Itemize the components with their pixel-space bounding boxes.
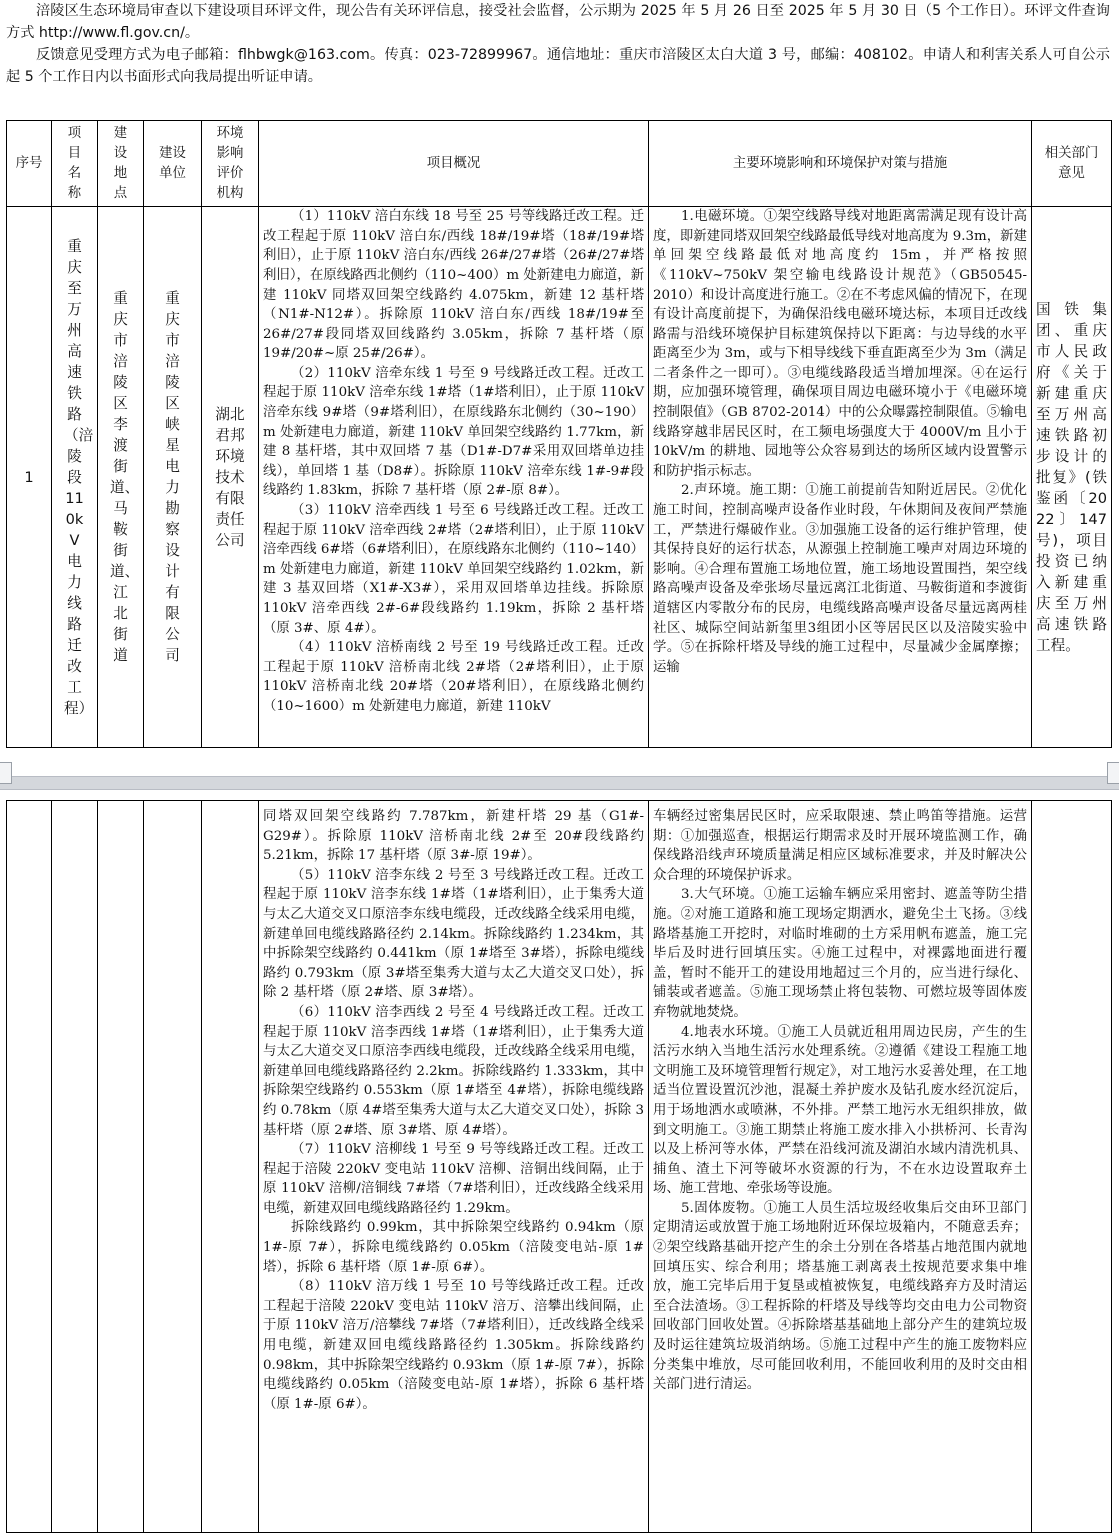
measure-electromagnetic: 1.电磁环境。①架空线路导线对地距离需满足现有设计高度，即新建同塔双回架空线路最低导线对地高度为 9.3m，新建单回架空线路最低对地高度约 15m，并严格按照《110kV~750kV 架空输电线路设计规范》（GB50545-2010）和设计高度进行施工。②在不考虑风偏的情况下，在现有设计高度前提下，为确保沿线电磁环境达标，本项目迁改线路需与沿线环境保护目标建筑保持以下距离：与边导线的水平距离至少为 3m，或与下相导线线下垂直距离至少为 3m（满足二者条件之一即可）。③电缆线路段适当增加埋深。④在运行期，应加强环境管理，确保项目周边电磁环境小于《电磁环境控制限值》（GB 8702-2014）中的公众曝露控制限值。⑤输电线路穿越非居民区时，在工频电场强度大于 4000V/m 且小于 10kV/m 的耕地、园地等公众容易到达的场所区域内设置警示和防护指示标志。 xyxy=(653,209,1027,479)
overview-page-1 xyxy=(259,207,648,716)
page-corner-mark-left xyxy=(0,762,12,784)
header-dept-opinion: 相关部门意见 xyxy=(1032,121,1112,207)
measure-air: 3.大气环境。①施工运输车辆应采用密封、遮盖等防尘措施。②对施工道路和施工现场定期洒水，避免尘土飞扬。③线路塔基施工开挖时，对临时堆砌的土方采用帆布遮盖，施工完毕后及时进行回填压实。④施工过程中，对裸露地面进行覆盖，暂时不能开工的建设用地超过三个月的，应当进行绿化、铺装或者遮盖。⑤施工现场禁止将包装物、可燃垃圾等固体废弃物就地焚烧。 xyxy=(653,887,1027,1020)
continued-unit-cell xyxy=(144,801,202,1533)
row-seq: 1 xyxy=(24,468,34,486)
measure-noise-cont: 车辆经过密集居民区时，应采取限速、禁止鸣笛等措施。运营期：①加强巡查，根据运行期需求及时开展环境监测工作，确保线路沿线声环境质量满足相应区域标准要求，并及时解决公众合理的环境保护诉求。 xyxy=(653,809,1027,883)
overview-item-7-removal: 拆除线路约 0.99km，其中拆除架空线路约 0.94km（原 1#-原 7#），拆除电缆线路约 0.05km（涪陵变电站-原 1#塔），拆除 6 基杆塔（原 1#-原 6#）。 xyxy=(263,1220,644,1275)
measures-page-1 xyxy=(649,207,1031,677)
project-name: 重庆至万州高速铁路（涪陵段110kV电力线路迁改工程） xyxy=(64,237,94,717)
overview-item-4: （4）110kV 涪桥南线 2 号至 19 号线路迁改工程。迁改工程起于原 110kV 涪桥南北线 2#塔（2#塔利旧），止于原 110kV 涪桥南北线 20#塔（20#塔利旧），在原线路北侧约（10~1600）m 处新建电力廊道，新建 110kV xyxy=(263,640,644,714)
measure-noise: 2.声环境。施工期：①施工前提前告知附近居民。②优化施工时间，控制高噪声设备作业时段，午休期间及夜间严禁施工，严禁进行爆破作业。③加强施工设备的运行维护管理，使其保持良好的运行状态，从源强上控制施工噪声对周边环境的影响。④合理布置施工场地位置，施工场地设置围挡，架空线路高噪声设备及牵张场尽量远离江北街道、马鞍街道和李渡街道辖区内零散分布的民房，电缆线路高噪声设备尽量远离两桂社区、城际空间站新玺里3组团小区等居民区以及涪陵实验中学。⑤在拆除杆塔及导线的施工过程中，尽量减少金属摩擦；运输 xyxy=(653,483,1027,675)
builder-unit: 重庆市涪陵区峡星电力勘察设计有限公司 xyxy=(165,290,180,665)
measure-surface-water: 4.地表水环境。①施工人员就近租用周边民房，产生的生活污水纳入当地生活污水处理系统。②遵循《建设工程施工地文明施工及环境管理暂行规定》，对工地污水妥善处理，在工地适当位置设置沉沙池，混凝土养护废水及钻孔废水经沉淀后，用于场地洒水或喷淋，不外排。严禁工地污水无组织排放，做到文明施工。③施工期禁止将施工废水排入小拱桥河、长青沟以及上桥河等水体，严禁在沿线河流及湖泊水域内清洗机具、捕鱼、渣土下河等破坏水资源的行为，不在水边设置取弃土场、施工营地、牵张场等设施。 xyxy=(653,1024,1027,1197)
overview-item-7: （7）110kV 涪柳线 1 号至 9 号等线路迁改工程。迁改工程起于涪陵 220kV 变电站 110kV 涪柳、涪铜出线间隔，止于原 110kV 涪柳/涪铜线 7#塔（7#塔利旧），迁改线路全线采用电缆，新建双回电缆线路路径约 1.29km。 xyxy=(263,1142,644,1216)
continued-seq-cell xyxy=(7,801,52,1533)
header-builder: 建设单位 xyxy=(144,121,202,207)
page-corner-mark-right xyxy=(1107,762,1119,784)
notice-paragraph-feedback: 反馈意见受理方式为电子邮箱：flhbwgk@163.com。传真：023-72899967。通信地址：重庆市涪陵区太白大道 3 号，邮编：408102。申请人和利害关系人可自公示起 5 个工作日内以书面形式向我局提出听证申请。 xyxy=(6,47,1110,85)
overview-item-3: （3）110kV 涪牵西线 1 号至 6 号线路迁改工程。迁改工程起于原 110kV 涪牵西线 2#塔（2#塔利旧），止于原 110kV 涪牵西线 6#塔（6#塔利旧），在原线路东北侧约（110~140）m 处新建电力廊道，新建 110kV 单回架空线路约 1.02km，新建 3 基双回塔（X1#-X3#），采用双回塔单边挂线。拆除原 110kV 涪牵西线 2#-6#段线路约 1.19km，拆除 2 基杆塔（原 3#、原 4#）。 xyxy=(263,503,644,636)
continued-agency-cell xyxy=(202,801,259,1533)
notice-text xyxy=(6,0,1110,88)
header-seq: 序号 xyxy=(7,121,52,207)
overview-item-4-cont: 同塔双回架空线路约 7.787km，新建杆塔 29 基（G1#-G29#）。拆除原 110kV 涪桥南北线 2#至 20#段线路约 5.21km，拆除 17 基杆塔（原 3#-原 19#）。 xyxy=(263,809,644,864)
header-measures: 主要环境影响和环境保护对策与措施 xyxy=(649,121,1032,207)
eia-agency: 湖北君邦环境技术有限责任公司 xyxy=(215,405,245,549)
overview-item-1: （1）110kV 涪白东线 18 号至 25 号等线路迁改工程。迁改工程起于原 110kV 涪白东/西线 18#/19#塔（18#/19#塔利旧），止于原 110kV 涪白东/西线 26#/27#塔（26#/27#塔利旧），在原线路西北侧约（110~400）m 处新建电力廊道，新建 110kV 同塔双回架空线路约 4.075km，新建 12 基杆塔（N1#-N12#）。拆除原 110kV 涪白东/西线 18#/19#至 26#/27#段同塔双回线路约 3.05km，拆除 7 基杆塔（原 19#/20#~原 25#/26#）。 xyxy=(263,209,644,362)
header-project-name: 项目名称 xyxy=(52,121,98,207)
overview-item-6: （6）110kV 涪李西线 2 号至 4 号线路迁改工程。迁改工程起于原 110kV 涪李西线 1#塔（1#塔利旧），止于集秀大道与太乙大道交叉口原涪李西线电缆段，迁改线路全线采用电缆，新建单回电缆线路路径约 2.2km。拆除线路约 1.333km，其中拆除架空线路约 0.553km（原 1#塔至 4#塔），拆除电缆线路约 0.78km（原 4#塔至集秀大道与太乙大道交叉口处），拆除 3 基杆塔（原 2#塔、原 3#塔、原 4#塔）。 xyxy=(263,1004,644,1138)
page-break xyxy=(0,756,1119,800)
notice-paragraph-publicity: 涪陵区生态环境局审查以下建设项目环评文件，现公告有关环评信息，接受社会监督，公示期为 2025 年 5 月 26 日至 2025 年 5 月 30 日（5 个工作日）。环评文件查询方式 http://www.fl.gov.cn/。 xyxy=(6,3,1110,41)
continued-name-cell xyxy=(52,801,98,1533)
header-location: 建设地点 xyxy=(98,121,144,207)
dept-opinion: 国铁集团、重庆市人民政府《关于新建重庆至万州高速铁路初步设计的批复》(铁鉴函〔2022〕147号)，项目投资已纳入新建重庆至万州高速铁路工程。 xyxy=(1036,300,1107,654)
measure-solid-waste: 5.固体废物。①施工人员生活垃圾经收集后交由环卫部门定期清运或放置于施工场地附近环保垃圾箱内，不随意丢弃；②架空线路基础开挖产生的余土分别在各塔基占地范围内就地回填压实、综合利用；塔基施工剥离表土按规范要求集中堆放，施工完毕后用于复垦或植被恢复，电缆线路弃方及时清运至合法渣场。③工程拆除的杆塔及导线等均交由电力公司物资回收部门回收处置。④拆除塔基基础地上部分产生的建筑垃圾及时运往建筑垃圾消纳场。⑤施工过程中产生的施工废物料应分类集中堆放，尽可能回收利用，不能回收利用的及时交由相关部门进行清运。 xyxy=(653,1200,1027,1393)
page-separator xyxy=(0,776,1119,790)
overview-item-5: （5）110kV 涪李东线 2 号至 3 号线路迁改工程。迁改工程起于原 110kV 涪李东线 1#塔（1#塔利旧），止于集秀大道与太乙大道交叉口原涪李东线电缆段，迁改线路全线采用电缆，新建单回电缆线路路径约 2.14km。拆除线路约 1.234km，其中拆除架空线路约 0.441km（原 1#塔至 3#塔），拆除电缆线路约 0.793km（原 3#塔至集秀大道与太乙大道交叉口处），拆除 2 基杆塔（原 2#塔、原 3#塔）。 xyxy=(263,867,644,1001)
eia-table-page-1 xyxy=(6,120,1112,748)
measures-page-2 xyxy=(649,801,1031,1395)
overview-page-2 xyxy=(259,801,648,1414)
header-eia-agency: 环境影响评价机构 xyxy=(202,121,259,207)
overview-item-2: （2）110kV 涪牵东线 1 号至 9 号线路迁改工程。迁改工程起于原 110kV 涪牵东线 1#塔（1#塔利旧），止于原 110kV 涪牵东线 9#塔（9#塔利旧），在原线路东北侧约（30~190）m 处新建电力廊道，新建 110kV 单回架空线路约 1.77km，新建 8 基杆塔，其中双回塔 7 基（D1#-D7#采用双回塔单边挂线），单回塔 1 基（D8#）。拆除原 110kV 涪牵东线 1#-9#段线路约 1.83km，拆除 7 基杆塔（原 2#-原 8#）。 xyxy=(263,365,644,499)
overview-item-8: （8）110kV 涪万线 1 号至 10 号等线路迁改工程。迁改工程起于涪陵 220kV 变电站 110kV 涪万、涪攀出线间隔，止于原 110kV 涪万/涪攀线 7#塔（7#塔利旧），迁改线路全线采用电缆，新建双回电缆线路路径约 1.305km。拆除线路约 0.98km，其中拆除架空线路约 0.93km（原 1#-原 7#），拆除电缆线路约 0.05km（涪陵变电站-原 1#塔），拆除 6 基杆塔（原 1#-原 6#）。 xyxy=(263,1279,644,1412)
eia-table-page-2 xyxy=(6,800,1112,1533)
header-overview: 项目概况 xyxy=(259,121,649,207)
continued-location-cell xyxy=(98,801,144,1533)
project-location: 重庆市涪陵区李渡街道、马鞍街道、江北街道 xyxy=(110,290,140,665)
continued-opinion-cell xyxy=(1032,801,1112,1533)
